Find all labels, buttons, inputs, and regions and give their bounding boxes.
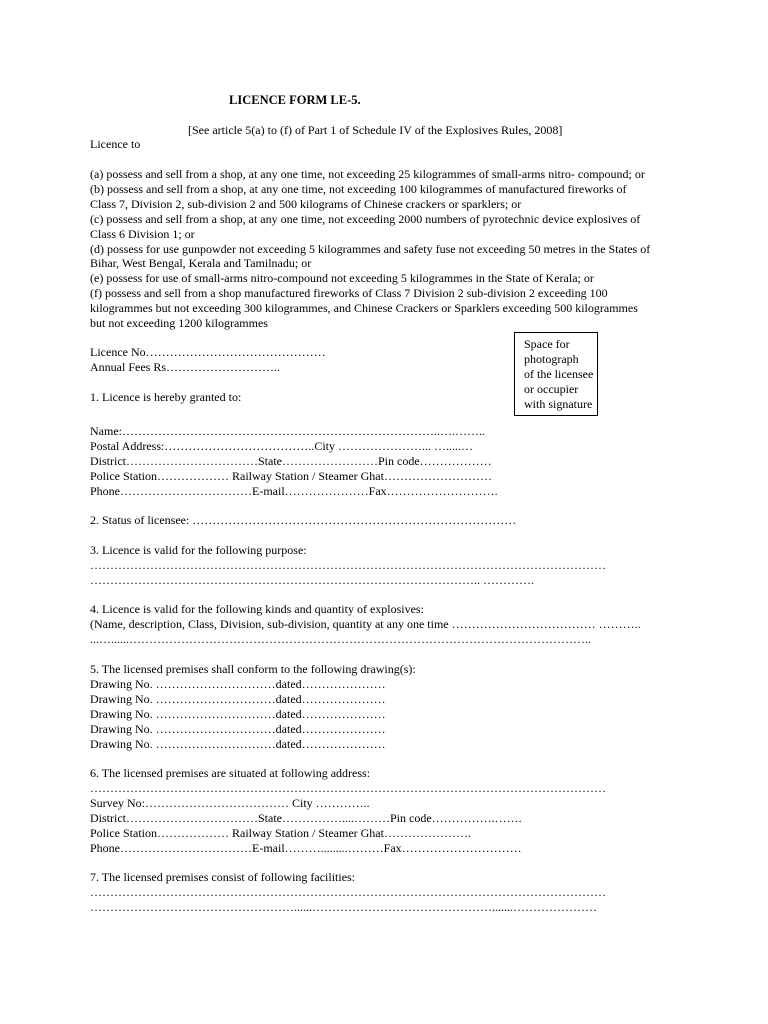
section-5-heading: 5. The licensed premises shall conform to the following drawing(s): — [90, 662, 416, 676]
premises-police-station-field[interactable]: Police Station……………… Railway Station / Steamer Ghat…………………. — [90, 825, 471, 840]
section-4-heading: 4. Licence is valid for the following kinds and quantity of explosives: — [90, 602, 424, 616]
photo-box-line: of the licensee — [524, 367, 594, 381]
section-6 — [90, 766, 606, 855]
section-3 — [90, 543, 606, 588]
form-title: LICENCE FORM LE-5. — [229, 93, 361, 107]
survey-no-field[interactable]: Survey No:……………………………… City ………….. — [90, 795, 370, 810]
clause-line: Class 7, Division 2, sub-division 2 and 500 kilograms of Chinese crackers or sparklers; or — [90, 196, 522, 211]
clause-line: kilogrammes but not exceeding 300 kilogrammes, and Chinese Crackers or Sparklers exceeding 500 kilogrammes — [90, 301, 638, 316]
police-station-field[interactable]: Police Station……………… Railway Station / Steamer Ghat……………………… — [90, 468, 492, 483]
photo-box-line: or occupier — [524, 382, 579, 396]
district-field[interactable]: District……………………………State……………………Pin code……………… — [90, 453, 492, 468]
purpose-field[interactable]: ………………………………………………………………………………………………………………… — [90, 557, 606, 572]
rules-reference: [See article 5(a) to (f) of Part 1 of Schedule IV of the Explosives Rules, 2008] — [188, 123, 563, 137]
section-1-fields — [90, 424, 498, 499]
phone-field[interactable]: Phone……………………………E-mail…………………Fax………………………. — [90, 483, 498, 498]
purpose-field[interactable]: …………………………………………………………………………………….. …………. — [90, 572, 534, 587]
clause-line: (d) possess for use gunpowder not exceeding 5 kilogrammes and safety fuse not exceeding 50 metres in the States of — [90, 241, 651, 256]
premises-district-field[interactable]: District……………………………State……………....………Pin code…………….……. — [90, 810, 522, 825]
facilities-field[interactable]: ………………………………………………………………………………………………………………… — [90, 884, 606, 899]
premises-address-field[interactable]: ………………………………………………………………………………………………………………… — [90, 780, 606, 795]
premises-phone-field[interactable]: Phone……………………………E-mail……….........………Fax………………………… — [90, 840, 522, 855]
postal-address-field[interactable]: Postal Address:………………………………..City …………………... ….....… — [90, 438, 474, 453]
section-1-heading: 1. Licence is hereby granted to: — [90, 390, 242, 404]
explosives-field[interactable]: ...…......…………………………………………………………………………………………………….. — [90, 631, 591, 646]
clause-line: but not exceeding 1200 kilogrammes — [90, 316, 268, 331]
facilities-field[interactable]: ……………………………………………......……………………………………….......………………… — [90, 899, 597, 914]
explosives-field[interactable]: (Name, description, Class, Division, sub-division, quantity at any one time ……………………………… ……….. — [90, 616, 641, 631]
clause-line: (e) possess for use of small-arms nitro-compound not exceeding 5 kilogrammes in the State of Kerala; or — [90, 271, 594, 286]
photo-box-line: photograph — [524, 352, 579, 366]
drawing-field[interactable]: Drawing No. …………………………dated………………… — [90, 706, 386, 721]
drawing-field[interactable]: Drawing No. …………………………dated………………… — [90, 691, 386, 706]
licence-number-block — [90, 345, 326, 375]
drawing-field[interactable]: Drawing No. …………………………dated………………… — [90, 676, 386, 691]
clause-line: Class 6 Division 1; or — [90, 226, 195, 241]
drawing-field[interactable]: Drawing No. …………………………dated………………… — [90, 736, 386, 751]
licence-no-field[interactable]: Licence No……………………………………… — [90, 345, 326, 359]
section-6-heading: 6. The licensed premises are situated at following address: — [90, 766, 371, 780]
clause-line: (f) possess and sell from a shop manufactured fireworks of Class 7 Division 2 sub-division 2 exceeding 100 — [90, 286, 608, 301]
section-3-heading: 3. Licence is valid for the following purpose: — [90, 543, 307, 557]
section-7 — [90, 870, 606, 915]
section-4 — [90, 602, 641, 647]
clause-line: (a) possess and sell from a shop, at any one time, not exceeding 25 kilogrammes of small-arms nitro- compound; or — [90, 167, 645, 181]
name-field[interactable]: Name:……………………………………………………………………..….…….. — [90, 424, 485, 438]
drawing-field[interactable]: Drawing No. …………………………dated………………… — [90, 721, 386, 736]
photograph-box — [514, 332, 598, 416]
photo-box-line: with signature — [524, 397, 593, 411]
status-of-licensee-field[interactable]: 2. Status of licensee: ……………………………………………………………………… — [90, 513, 517, 527]
clause-line: (b) possess and sell from a shop, at any one time, not exceeding 100 kilogrammes of manufactured fireworks of — [90, 181, 627, 196]
clause-line: Bihar, West Bengal, Kerala and Tamilnadu; or — [90, 256, 312, 271]
annual-fees-field[interactable]: Annual Fees Rs……………………….. — [90, 359, 280, 374]
photo-box-line: Space for — [524, 337, 570, 351]
section-5 — [90, 662, 416, 751]
licence-to-label: Licence to — [90, 137, 141, 151]
clauses-block — [90, 167, 650, 331]
section-7-heading: 7. The licensed premises consist of following facilities: — [90, 870, 356, 884]
clause-line: (c) possess and sell from a shop, at any one time, not exceeding 2000 numbers of pyrotechnic device explosives of — [90, 211, 641, 226]
